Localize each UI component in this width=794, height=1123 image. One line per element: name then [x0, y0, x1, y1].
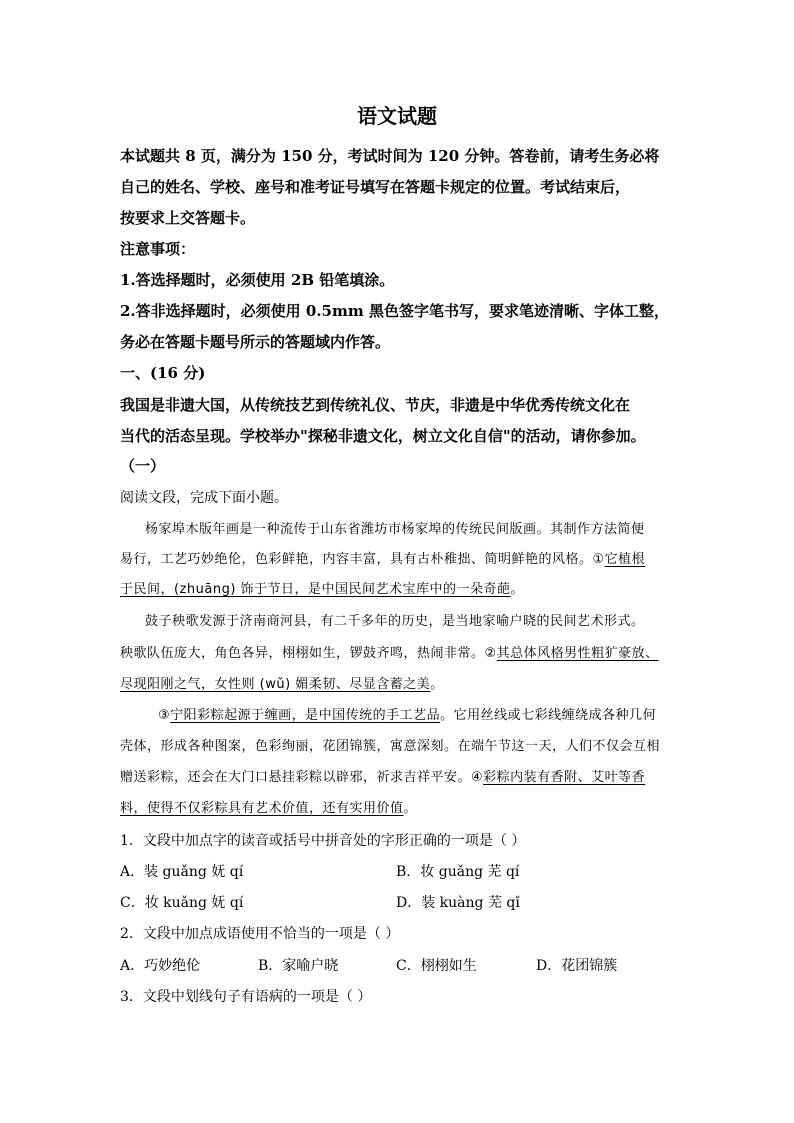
sub-heading: （一） [120, 457, 166, 475]
passage-line [120, 676, 444, 694]
question-1-option-a[interactable]: A．装 guǎng 妩 qí [120, 864, 244, 880]
passage-line [120, 645, 659, 663]
question-2-stem: 2．文段中加点成语使用不恰当的一项是（ ） [120, 926, 400, 942]
passage-text: 赠送彩粽，还会在大门口悬挂彩粽以辟邪，祈求吉祥平安。 [120, 770, 472, 785]
passage-text: 。 [430, 677, 444, 692]
section-intro-line-1: 我国是非遗大国，从传统技艺到传统礼仪、节庆，非遗是中华优秀传统文化在 [120, 396, 631, 414]
section-heading: 一、(16 分) [120, 364, 206, 382]
question-1-option-b[interactable]: B．妆 guǎng 芜 qí [396, 864, 520, 880]
passage-line: 鼓子秧歌发源于济南商河县，有二千多年的历史，是当地家喻户晓的民间艺术形式。 [145, 614, 645, 629]
passage-line [120, 551, 645, 569]
intro-line-3: 按要求上交答题卡。 [120, 209, 256, 227]
notes-heading: 注意事项： [120, 240, 196, 258]
underlined-sentence-2: 其总体风格男性粗犷豪放、 [496, 646, 659, 661]
underlined-sentence-3: 宁阳彩粽起源于缠画，是中国传统的手工艺品 [170, 708, 441, 723]
page-title: 语文试题 [357, 104, 437, 128]
note-line-1: 1.答选择题时，必须使用 2B 铅笔填涂。 [120, 271, 395, 289]
underlined-sentence-2-cont: 尽现阳刚之气，女性则 (wǔ) 媚柔韧、尽显含蓄之美 [120, 677, 431, 692]
passage-text: 。它用丝线或七彩线缠绕成各种几何 [440, 708, 657, 723]
question-2-option-d[interactable]: D．花团锦簇 [536, 958, 618, 974]
reading-instruction: 阅读文段，完成下面小题。 [120, 490, 288, 506]
passage-text: 易行，工艺巧妙绝伦，色彩鲜艳，内容丰富，具有古朴稚拙、简明鲜艳的风格。 [120, 552, 593, 567]
marker-4: ④ [471, 770, 484, 785]
question-3-stem: 3．文段中划线句子有语病的一项是（ ） [120, 989, 372, 1005]
passage-text: 秧歌队伍庞大，角色各异，栩栩如生，锣鼓齐鸣，热闹非常。 [120, 646, 485, 661]
passage-line: 壳体，形成各种图案，色彩绚丽，花团锦簇，寓意深刻。在端午节这一天，人们不仅会互相 [120, 739, 661, 754]
passage-line [120, 800, 417, 818]
underlined-sentence-4: 彩粽内装有香附、艾叶等香 [483, 770, 646, 785]
passage-line [120, 769, 645, 787]
marker-2: ② [484, 646, 497, 661]
passage-text: 。 [403, 801, 418, 816]
question-1-option-d[interactable]: D．装 kuàng 芜 qǐ [396, 895, 520, 911]
marker-3: ③ [158, 708, 171, 723]
marker-1: ① [592, 552, 605, 567]
note-line-2: 2.答非选择题时，必须使用 0.5mm 黑色签字笔书写，要求笔迹清晰、字体工整， [120, 302, 669, 320]
section-intro-line-2: 当代的活态呈现。学校举办"探秘非遗文化，树立文化自信"的活动，请你参加。 [120, 427, 646, 445]
question-1-option-c[interactable]: C．妆 kuǎng 妩 qí [120, 895, 244, 911]
underlined-sentence-1: 它植根 [604, 552, 646, 567]
question-2-option-a[interactable]: A．巧妙绝伦 [120, 958, 201, 974]
question-2-option-b[interactable]: B．家喻户晓 [258, 958, 339, 974]
intro-line-1: 本试题共 8 页，满分为 150 分，考试时间为 120 分钟。答卷前，请考生务必将 [120, 147, 660, 165]
underlined-sentence-4-cont: 料，使得不仅彩粽具有艺术价值，还有实用价值 [120, 801, 404, 816]
passage-line: 杨家埠木版年画是一种流传于山东省潍坊市杨家埠的传统民间版画。其制作方法简便 [145, 522, 645, 537]
question-1-stem: 1．文段中加点字的读音或括号中拼音处的字形正确的一项是（ ） [120, 833, 526, 849]
passage-text: 。 [510, 582, 525, 597]
note-line-3: 务必在答题卡题号所示的答题域内作答。 [120, 333, 391, 351]
question-2-option-c[interactable]: C．栩栩如生 [396, 958, 477, 974]
passage-line [120, 581, 524, 599]
underlined-sentence-1-cont: 于民间，(zhuāng) 饰于节日，是中国民间艺术宝库中的一朵奇葩 [120, 582, 511, 597]
intro-line-2: 自己的姓名、学校、座号和准考证号填写在答题卡规定的位置。考试结束后， [120, 178, 631, 196]
passage-line [158, 707, 656, 725]
